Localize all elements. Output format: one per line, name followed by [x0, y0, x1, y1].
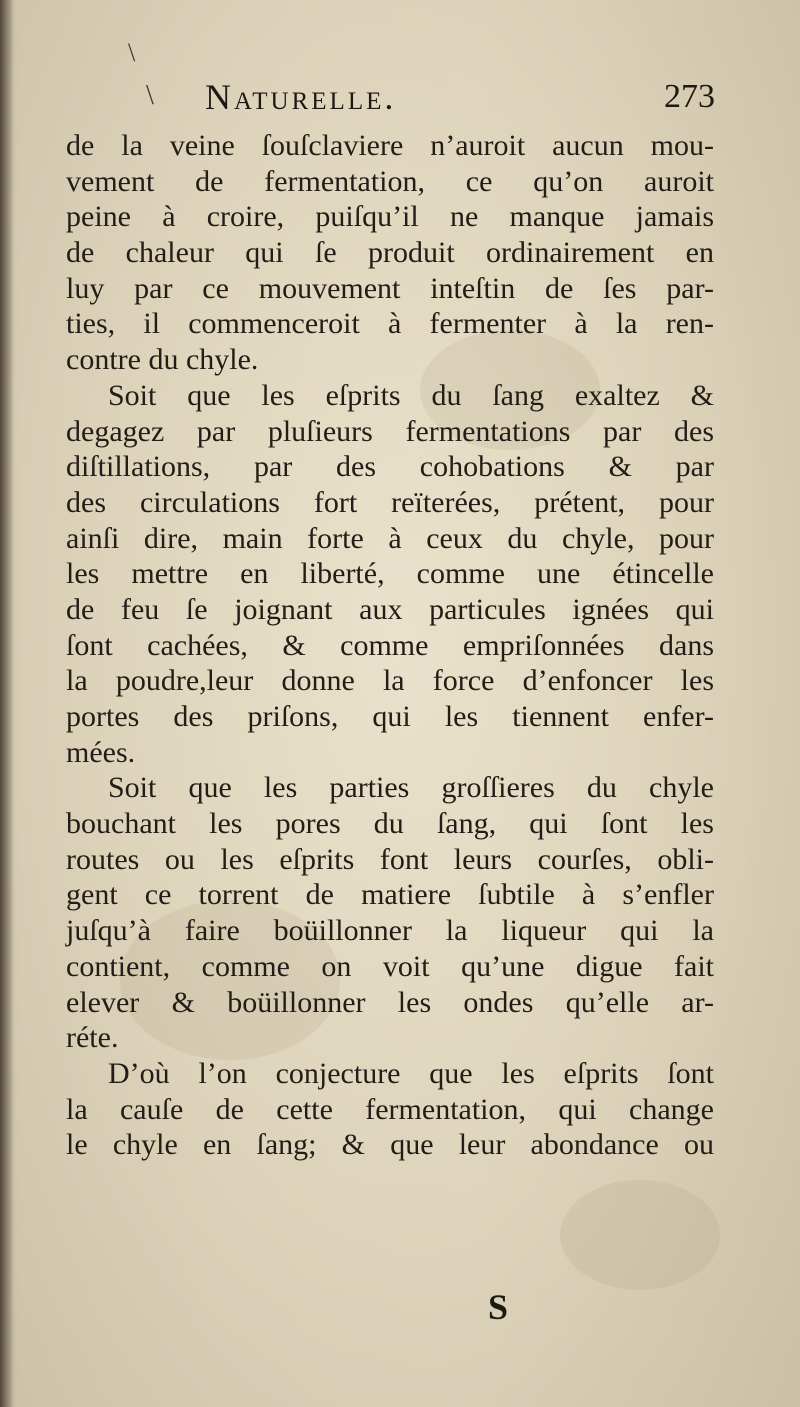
text-line: elever & boüillonner les ondes qu’elle ar- — [66, 985, 714, 1019]
text-line: la poudre,leur donne la force d’enfoncer les — [66, 664, 714, 698]
text-line: de chaleur qui ſe produit ordinairement en — [66, 236, 714, 270]
text-line: gent ce torrent de matiere ſubtile à s’enfler — [66, 878, 714, 912]
page-gutter-shadow — [0, 0, 14, 1407]
paragraph-start-line: D’où l’on conjecture que les eſprits ſont — [108, 1056, 714, 1090]
text-line: ainſi dire, main forte à ceux du chyle, pour — [66, 521, 714, 555]
text-line: portes des priſons, qui les tiennent enfer- — [66, 700, 714, 733]
text-line: mées. — [66, 735, 136, 769]
paper-stain — [560, 1180, 720, 1290]
paragraph-start-line: Soit que les eſprits du ſang exaltez & — [108, 378, 714, 412]
text-line: contre du chyle. — [66, 343, 259, 377]
text-line: les mettre en liberté, comme une étincelle — [66, 557, 714, 591]
text-line: peine à croire, puiſqu’il ne manque jamais — [66, 200, 714, 234]
text-line: ſont cachées, & comme empriſonnées dans — [66, 628, 714, 662]
text-line: juſqu’à faire boüillonner la liqueur qui la — [66, 914, 714, 948]
paragraph-start-line: Soit que les parties groſſieres du chyle — [108, 771, 714, 805]
text-line: diſtillations, par des cohobations & par — [66, 450, 714, 484]
running-title: Naturelle. — [205, 77, 397, 117]
text-line: contient, comme on voit qu’une digue fait — [66, 949, 714, 983]
text-line: routes ou les eſprits font leurs courſes, obli- — [66, 842, 714, 876]
signature-mark: S — [487, 1287, 509, 1327]
text-line: la cauſe de cette fermentation, qui change — [66, 1092, 714, 1126]
page-number: 273 — [664, 78, 715, 115]
text-line: des circulations fort reïterées, prétent, pour — [66, 485, 714, 519]
text-line: de feu ſe joignant aux particules ignées qui — [66, 592, 714, 626]
text-line: de la veine ſouſclaviere n’auroit aucun mou- — [66, 129, 714, 162]
text-line: bouchant les pores du ſang, qui ſont les — [66, 807, 714, 841]
ink-mark: \ — [146, 80, 154, 111]
text-line: le chyle en ſang; & que leur abondance ou — [66, 1128, 714, 1162]
page-header — [205, 72, 715, 122]
ink-mark: \ — [128, 38, 136, 67]
body-text — [66, 128, 714, 1163]
text-line: luy par ce mouvement inteſtin de ſes par- — [66, 271, 714, 305]
text-line: réte. — [66, 1021, 119, 1055]
text-line: degagez par pluſieurs fermentations par des — [66, 414, 714, 448]
text-line: vement de fermentation, ce qu’on auroit — [66, 164, 714, 198]
text-line: ties, il commenceroit à fermenter à la ren- — [66, 307, 714, 341]
